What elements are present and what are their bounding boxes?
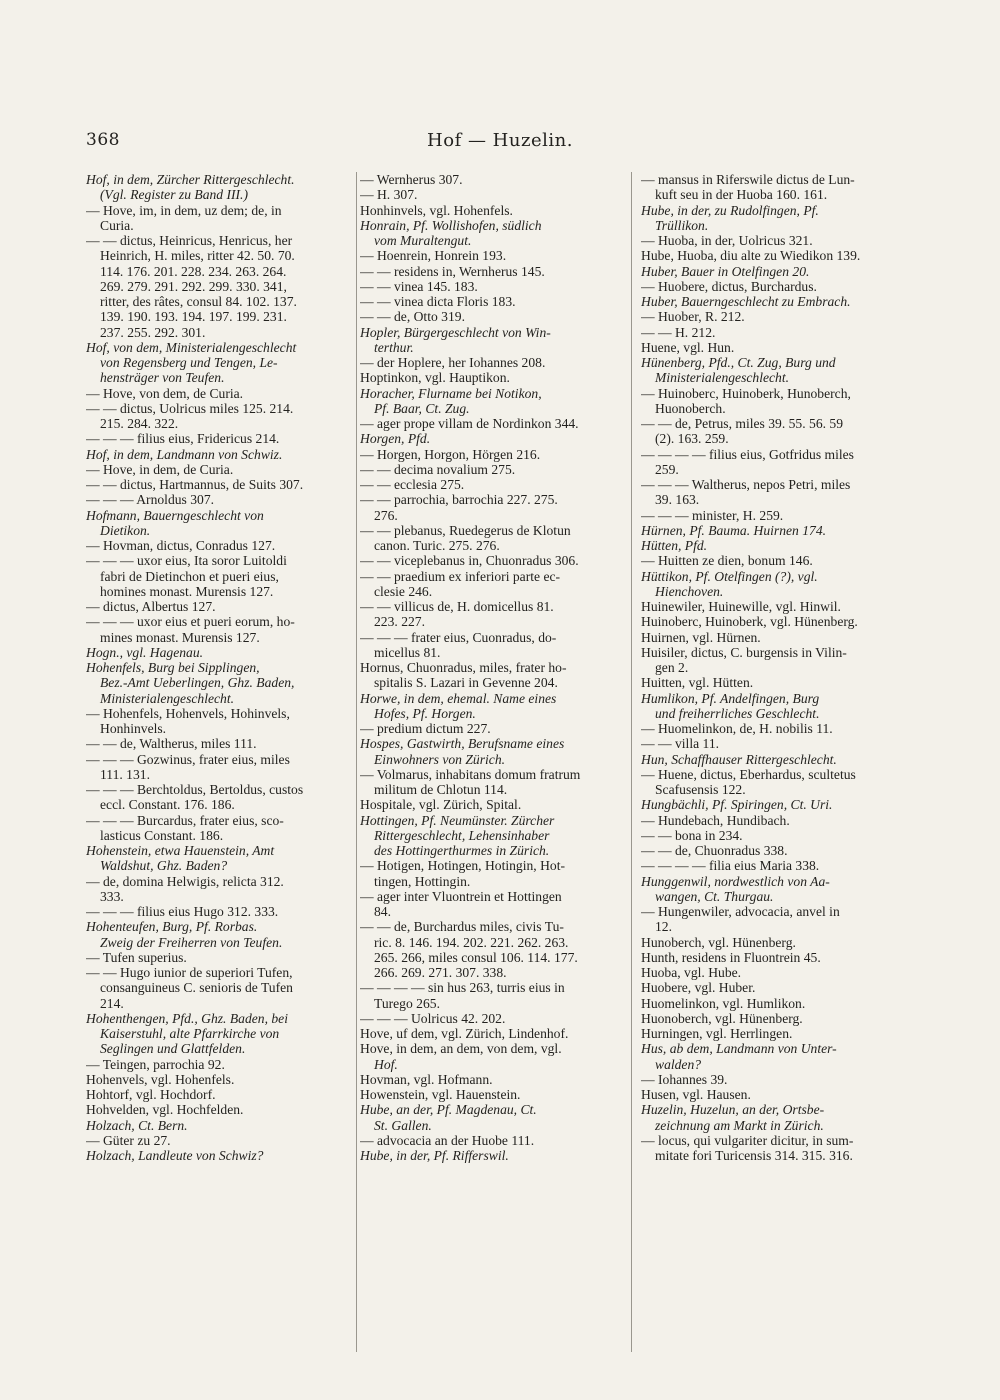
index-line: 266. 269. 271. 307. 338. <box>374 965 507 980</box>
index-line: Hospes, Gastwirth, Berufsname eines <box>360 736 565 752</box>
index-line: — — viceplebanus in, Chuonradus 306. <box>360 553 579 569</box>
index-line: Hünenberg, Pfd., Ct. Zug, Burg und <box>641 355 836 370</box>
index-line: — Huobere, dictus, Burchardus. <box>641 278 817 294</box>
index-line: Hofes, Pf. Horgen. <box>374 705 476 721</box>
index-line: 237. 255. 292. 301. <box>100 324 206 340</box>
index-line: Husen, vgl. Hausen. <box>641 1087 751 1102</box>
index-line: — Hovman, dictus, Conradus 127. <box>86 538 276 553</box>
index-line: — — parrochia, barrochia 227. 275. <box>360 492 558 508</box>
index-line: lasticus Constant. 186. <box>100 827 224 843</box>
index-line: — — plebanus, Ruedegerus de Klotun <box>360 522 571 538</box>
index-line: — — — Burcardus, frater eius, sco- <box>86 812 284 828</box>
running-head: Hof — Huzelin. <box>427 130 573 151</box>
index-line: Huinoberc, Huinoberk, vgl. Hünenberg. <box>641 614 858 630</box>
index-line: Hunggenwil, nordwestlich von Aa- <box>641 873 830 889</box>
index-line: zeichnung am Markt in Zürich. <box>655 1117 824 1133</box>
index-line: Hof, in dem, Landmann von Schwiz. <box>86 446 283 462</box>
index-line: — — — Waltherus, nepos Petri, miles <box>641 477 851 492</box>
index-line: Hove, uf dem, vgl. Zürich, Lindenhof. <box>360 1026 569 1041</box>
index-line: 139. 190. 193. 194. 197. 199. 231. <box>100 309 287 325</box>
index-line: Scafusensis 122. <box>655 782 746 797</box>
index-line: Hohvelden, vgl. Hochfelden. <box>86 1102 244 1118</box>
index-line: Rittergeschlecht, Lehensinhaber <box>374 827 550 843</box>
index-line: Huonoberch. <box>655 400 726 416</box>
column-divider-2 <box>631 172 632 1352</box>
index-line: Horacher, Flurname bei Notikon, <box>360 385 542 401</box>
index-line: Hove, in dem, an dem, von dem, vgl. <box>360 1041 562 1057</box>
index-line: — — bona in 234. <box>641 827 743 843</box>
index-line: — — — uxor eius et pueri eorum, ho- <box>86 614 295 630</box>
index-line: Bez.-Amt Ueberlingen, Ghz. Baden, <box>100 675 295 691</box>
index-line: Hospitale, vgl. Zürich, Spital. <box>360 797 522 813</box>
index-line: Ministerialengeschlecht. <box>655 370 790 386</box>
index-line: Huirnen, vgl. Hürnen. <box>641 629 761 645</box>
index-line: Hube, in der, Pf. Rifferswil. <box>360 1148 509 1163</box>
index-line: — Huoba, in der, Uolricus 321. <box>641 233 813 248</box>
index-line: Honhinvels, vgl. Hohenfels. <box>360 202 513 218</box>
index-line: Zweig der Freiherren von Teufen. <box>100 934 283 950</box>
index-line: — Huitten ze dien, bonum 146. <box>641 553 813 569</box>
index-line: Hohenteufen, Burg, Pf. Rorbas. <box>86 919 258 935</box>
index-line: clesie 246. <box>374 583 433 599</box>
index-line: 114. 176. 201. 228. 234. 263. 264. <box>100 263 287 279</box>
index-line: — locus, qui vulgariter dicitur, in sum- <box>641 1132 854 1148</box>
index-line: Honhinvels. <box>100 721 167 736</box>
index-line: Huoba, vgl. Hube. <box>641 965 742 980</box>
index-line: — predium dictum 227. <box>360 721 491 736</box>
index-line: 214. <box>100 995 124 1011</box>
index-line: Hohenfels, Burg bei Sipplingen, <box>86 660 260 675</box>
index-line: hensträger von Teufen. <box>100 370 225 386</box>
index-line: Hoptinkon, vgl. Hauptikon. <box>360 370 510 386</box>
index-line: — — de, Waltherus, miles 111. <box>86 736 257 752</box>
index-line: — — H. 212. <box>641 324 716 340</box>
index-line: — — dictus, Heinricus, Henricus, her <box>86 233 293 248</box>
index-line: terthur. <box>374 339 414 355</box>
index-line: — — de, Chuonradus 338. <box>641 843 788 858</box>
index-line: — Hundebach, Hundibach. <box>641 812 790 828</box>
index-line: 84. <box>374 904 391 919</box>
index-line: — — de, Burchardus miles, civis Tu- <box>360 919 564 935</box>
index-line: — — villicus de, H. domicellus 81. <box>360 599 554 614</box>
index-line: von Regensberg und Tengen, Le- <box>100 355 278 370</box>
index-line: Hof, in dem, Zürcher Rittergeschlecht. <box>86 172 295 187</box>
index-line: micellus 81. <box>374 644 441 660</box>
index-line: 265. 266, miles consul 106. 114. 177. <box>374 949 578 965</box>
index-line: — — — Berchtoldus, Bertoldus, custos <box>86 782 304 797</box>
index-line: — — ecclesia 275. <box>360 477 465 492</box>
index-line: Pf. Baar, Ct. Zug. <box>374 400 470 416</box>
index-line: — Hungenwiler, advocacia, anvel in <box>641 904 840 919</box>
index-line: 111. 131. <box>100 766 150 782</box>
index-line: — — vinea dicta Floris 183. <box>360 294 516 309</box>
index-line: — Hove, im, in dem, uz dem; de, in <box>86 202 282 218</box>
index-line: Huonoberch, vgl. Hünenberg. <box>641 1010 803 1026</box>
index-line: Hof. <box>374 1056 398 1072</box>
index-line: Holzach, Ct. Bern. <box>86 1117 188 1133</box>
index-line: 269. 279. 291. 292. 299. 330. 341, <box>100 278 287 294</box>
index-line: — advocacia an der Huobe 111. <box>360 1132 535 1148</box>
index-line: — ager inter Vluontrein et Hottingen <box>360 888 562 904</box>
index-line: — Huinoberc, Huinoberk, Hunoberch, <box>641 385 851 401</box>
index-line: Hienchoven. <box>655 583 724 599</box>
index-line: — Iohannes 39. <box>641 1071 728 1087</box>
index-line: ric. 8. 146. 194. 202. 221. 262. 263. <box>374 934 569 950</box>
index-line: Trüllikon. <box>655 217 709 233</box>
index-line: Huomelinkon, vgl. Humlikon. <box>641 995 806 1011</box>
index-line: — — Hugo iunior de superiori Tufen, <box>86 965 293 980</box>
index-line: Hütten, Pfd. <box>641 538 708 553</box>
index-line: — — — Uolricus 42. 202. <box>360 1010 506 1026</box>
index-line: Hogn., vgl. Hagenau. <box>86 644 204 660</box>
index-line: Hovman, vgl. Hofmann. <box>360 1071 493 1087</box>
index-line: — Hotigen, Hotingen, Hotingin, Hot- <box>360 858 566 874</box>
index-line: — — — — filius eius, Gotfridus miles <box>641 446 854 462</box>
index-line: — ager prope villam de Nordinkon 344. <box>360 416 579 431</box>
index-line: — Hove, in dem, de Curia. <box>86 461 234 477</box>
index-line: mitate fori Turicensis 314. 315. 316. <box>655 1148 853 1163</box>
index-line: — — villa 11. <box>641 736 720 752</box>
index-line: Horgen, Pfd. <box>360 431 431 447</box>
index-line: Einwohners von Zürich. <box>374 751 506 767</box>
index-line: — Hoenrein, Honrein 193. <box>360 248 507 264</box>
index-line: — Volmarus, inhabitans domum fratrum <box>360 766 581 782</box>
index-line: Curia. <box>100 217 134 233</box>
index-line: 12. <box>655 919 672 935</box>
index-line: Hof, von dem, Ministerialengeschlecht <box>86 339 297 355</box>
index-line: — — praedium ex inferiori parte ec- <box>360 568 561 584</box>
index-line: Hohenstein, etwa Hauenstein, Amt <box>86 843 275 858</box>
index-line: — — — minister, H. 259. <box>641 507 784 523</box>
index-line: ritter, des râtes, consul 84. 102. 137. <box>100 294 297 309</box>
index-line: Hofmann, Bauerngeschlecht von <box>86 507 264 523</box>
index-line: — — — Arnoldus 307. <box>86 492 215 508</box>
column-divider-1 <box>356 172 357 1352</box>
index-line: Dietikon. <box>100 522 151 538</box>
index-line: walden? <box>655 1056 702 1072</box>
index-line: gen 2. <box>655 660 689 675</box>
index-line: homines monast. Murensis 127. <box>100 583 274 599</box>
index-line: Huber, Bauerngeschlecht zu Embrach. <box>641 294 851 309</box>
index-line: — — residens in, Wernherus 145. <box>360 263 545 279</box>
index-line: Hus, ab dem, Landmann von Unter- <box>641 1041 837 1057</box>
index-line: spitalis S. Lazari in Gevenne 204. <box>374 675 558 691</box>
index-line: — — — — filia eius Maria 338. <box>641 858 820 874</box>
index-line: Hun, Schaffhauser Rittergeschlecht. <box>641 751 837 767</box>
index-line: — — dictus, Uolricus miles 125. 214. <box>86 400 294 416</box>
index-line: Kaiserstuhl, alte Pfarrkirche von <box>100 1026 280 1041</box>
index-line: Huzelin, Huzelun, an der, Ortsbe- <box>641 1102 825 1118</box>
index-line: Ministerialengeschlecht. <box>100 690 235 706</box>
index-column-3 <box>641 172 906 1377</box>
index-line: — der Hoplere, her Iohannes 208. <box>360 355 546 370</box>
index-line: Hungbächli, Pf. Spiringen, Ct. Uri. <box>641 797 833 813</box>
index-line: und freiherrliches Geschlecht. <box>655 705 820 721</box>
index-line: — — — filius eius Hugo 312. 333. <box>86 904 279 919</box>
index-columns <box>86 172 918 1382</box>
index-line: Hube, in der, zu Rudolfingen, Pf. <box>641 202 819 218</box>
index-line: Hohtorf, vgl. Hochdorf. <box>86 1087 216 1102</box>
index-line: 39. 163. <box>655 492 700 508</box>
index-line: Hohenthengen, Pfd., Ghz. Baden, bei <box>86 1010 288 1026</box>
index-line: St. Gallen. <box>374 1117 432 1133</box>
index-line: vom Muraltengut. <box>374 233 472 248</box>
index-column-1 <box>86 172 351 1377</box>
index-line: fabri de Dietinchon et pueri eius, <box>100 568 279 584</box>
index-line: Hube, Huoba, diu alte zu Wiedikon 139. <box>641 248 861 264</box>
index-line: — — de, Petrus, miles 39. 55. 56. 59 <box>641 416 844 431</box>
index-line: Huisiler, dictus, C. burgensis in Vilin- <box>641 644 847 660</box>
index-line: — — — filius eius, Fridericus 214. <box>86 431 280 447</box>
index-line: Hornus, Chuonradus, miles, frater ho- <box>360 660 567 675</box>
index-line: mines monast. Murensis 127. <box>100 629 260 645</box>
index-line: — Hove, von dem, de Curia. <box>86 385 244 401</box>
index-line: Hüttikon, Pf. Otelfingen (?), vgl. <box>641 568 818 584</box>
index-line: Howenstein, vgl. Hauenstein. <box>360 1087 521 1102</box>
index-line: 276. <box>374 507 398 523</box>
index-line: Hohenvels, vgl. Hohenfels. <box>86 1071 235 1087</box>
index-line: 223. 227. <box>374 614 425 630</box>
index-line: Hürnen, Pf. Bauma. Huirnen 174. <box>641 522 827 538</box>
index-line: — — — — sin hus 263, turris eius in <box>360 980 565 996</box>
page-number: 368 <box>86 130 120 150</box>
index-line: des Hottingerthurmes in Zürich. <box>374 843 550 858</box>
index-line: — — de, Otto 319. <box>360 309 465 325</box>
index-line: — Huene, dictus, Eberhardus, scultetus <box>641 766 856 782</box>
index-line: kuft seu in der Huoba 160. 161. <box>655 187 828 203</box>
index-line: — H. 307. <box>360 187 418 203</box>
index-line: — Huomelinkon, de, H. nobilis 11. <box>641 721 833 736</box>
index-line: Humlikon, Pf. Andelfingen, Burg <box>641 690 820 706</box>
index-line: Hurningen, vgl. Herrlingen. <box>641 1026 793 1041</box>
index-line: militum de Chlotun 114. <box>374 782 508 797</box>
index-line: — — vinea 145. 183. <box>360 278 478 294</box>
index-line: Honrain, Pf. Wollishofen, südlich <box>360 217 542 233</box>
index-line: — Hohenfels, Hohenvels, Hohinvels, <box>86 705 290 721</box>
index-line: — Tufen superius. <box>86 949 187 965</box>
index-line: — — — frater eius, Cuonradus, do- <box>360 629 557 645</box>
index-line: Heinrich, H. miles, ritter 42. 50. 70. <box>100 248 295 264</box>
index-line: — Güter zu 27. <box>86 1132 171 1148</box>
index-line: 215. 284. 322. <box>100 416 179 431</box>
index-line: 333. <box>100 888 124 904</box>
index-line: Huber, Bauer in Otelfingen 20. <box>641 263 810 279</box>
index-line: — Wernherus 307. <box>360 172 463 187</box>
index-line: — — dictus, Hartmannus, de Suits 307. <box>86 477 304 492</box>
index-line: Hunth, residens in Fluontrein 45. <box>641 949 821 965</box>
index-line: Horwe, in dem, ehemal. Name eines <box>360 690 557 706</box>
index-line: Huene, vgl. Hun. <box>641 339 735 355</box>
index-line: (Vgl. Register zu Band III.) <box>100 187 248 203</box>
index-line: — Teingen, parrochia 92. <box>86 1056 225 1072</box>
index-line: Waldshut, Ghz. Baden? <box>100 858 228 874</box>
index-line: Huobere, vgl. Huber. <box>641 980 756 996</box>
index-line: — — — uxor eius, Ita soror Luitoldi <box>86 553 287 569</box>
index-line: Hopler, Bürgergeschlecht von Win- <box>360 324 551 340</box>
index-line: — de, domina Helwigis, relicta 312. <box>86 873 284 889</box>
index-line: wangen, Ct. Thurgau. <box>655 888 774 904</box>
index-line: canon. Turic. 275. 276. <box>374 538 500 553</box>
index-line: — — — Gozwinus, frater eius, miles <box>86 751 290 767</box>
index-line: — Horgen, Horgon, Hörgen 216. <box>360 446 541 462</box>
index-line: — mansus in Riferswile dictus de Lun- <box>641 172 855 187</box>
index-column-2 <box>360 172 625 1377</box>
index-line: Hube, an der, Pf. Magdenau, Ct. <box>360 1102 537 1118</box>
index-line: consanguineus C. senioris de Tufen <box>100 980 293 996</box>
index-line: — Huober, R. 212. <box>641 309 745 325</box>
index-line: (2). 163. 259. <box>655 431 729 447</box>
index-line: Holzach, Landleute von Schwiz? <box>86 1148 264 1163</box>
index-line: Huinewiler, Huinewille, vgl. Hinwil. <box>641 599 841 614</box>
index-line: 259. <box>655 461 679 477</box>
index-line: Turego 265. <box>374 995 440 1011</box>
index-line: Hottingen, Pf. Neumünster. Zürcher <box>360 812 555 828</box>
index-line: Huitten, vgl. Hütten. <box>641 675 754 691</box>
index-line: eccl. Constant. 176. 186. <box>100 797 235 813</box>
index-line: — — decima novalium 275. <box>360 461 516 477</box>
index-line: Seglingen und Glattfelden. <box>100 1041 246 1057</box>
index-line: — dictus, Albertus 127. <box>86 599 216 614</box>
index-line: tingen, Hottingin. <box>374 873 471 889</box>
index-line: Hunoberch, vgl. Hünenberg. <box>641 934 796 950</box>
